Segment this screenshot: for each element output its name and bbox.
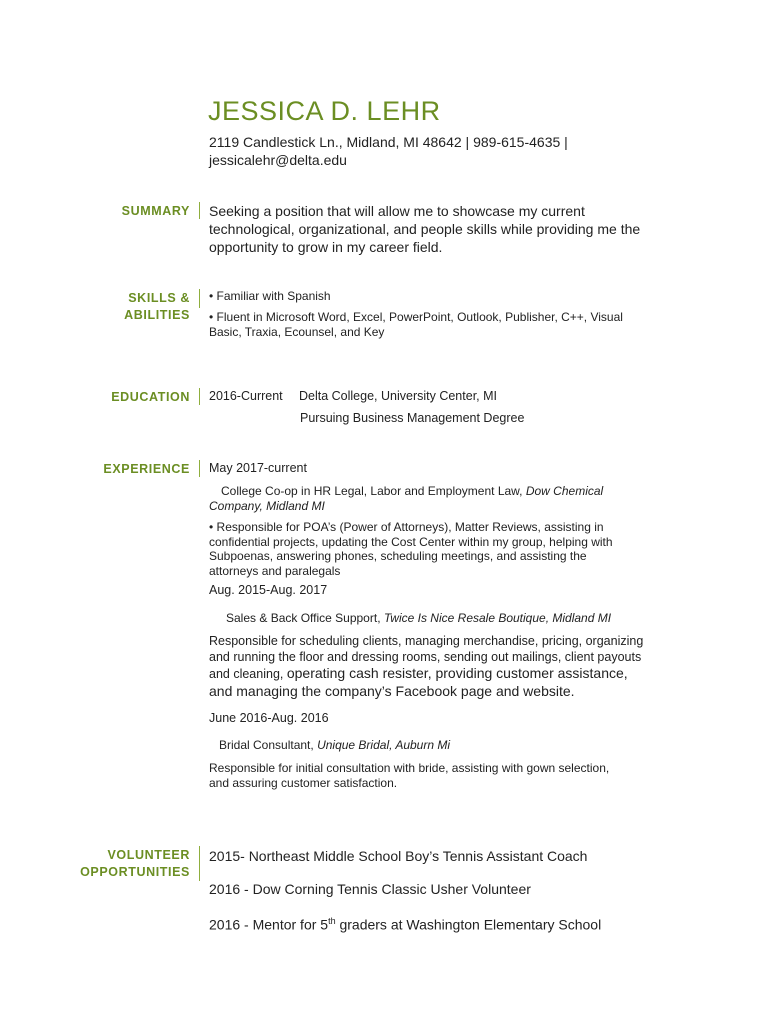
summary-divider (199, 202, 200, 219)
education-degree: Pursuing Business Management Degree (300, 411, 525, 425)
job-title-line (209, 484, 629, 513)
job-date: June 2016-Aug. 2016 (209, 711, 329, 725)
job-date: May 2017-current (209, 461, 307, 475)
job-title: College Co-op in HR Legal, Labor and Employment Law, (221, 484, 526, 498)
volunteer-label-line1: VOLUNTEER (107, 848, 190, 862)
job-desc-part1: Responsible for scheduling clients, managing merchandise, pricing, organizing and running the floor and dressing rooms, sending out mailings, client payouts and cleaning, (209, 634, 644, 681)
contact-info (209, 133, 629, 169)
job-org: Dow Chemical Company, Midland MI (209, 484, 604, 513)
volunteer-item: 2015- Northeast Middle School Boy’s Tennis Assistant Coach (209, 848, 588, 864)
summary-label: SUMMARY (121, 204, 190, 218)
job-description: Responsible for initial consultation with bride, assisting with gown selection, and assuring customer satisfaction. (209, 761, 610, 790)
volunteer-item (209, 912, 601, 934)
job-date: Aug. 2015-Aug. 2017 (209, 583, 328, 597)
email: jessicalehr@delta.edu (209, 152, 347, 168)
summary-text: Seeking a position that will allow me to showcase my current technological, organizational, and people skills while providing me the opportunity to grow in my career field. (209, 203, 641, 255)
volunteer-label-line2: OPPORTUNITIES (80, 865, 190, 879)
experience-label: EXPERIENCE (103, 462, 190, 476)
volunteer-item-pre: 2016 - Mentor for 5 (209, 916, 329, 933)
education-date: 2016-Current (209, 389, 283, 403)
job-description (209, 634, 654, 700)
education-label: EDUCATION (111, 390, 190, 404)
skills-label-line2: ABILITIES (124, 308, 190, 322)
volunteer-divider (199, 846, 200, 881)
job-org: Unique Bridal, Auburn Mi (317, 738, 451, 752)
job-title-line (226, 611, 611, 626)
job-org: Twice Is Nice Resale Boutique, Midland MI (383, 611, 612, 625)
job-title: Sales & Back Office Support, (226, 611, 384, 625)
job-desc-part2: operating cash resister, providing customer assistance, and managing the company’s Facebook page and website. (209, 665, 628, 699)
resume-name: JESSICA D. LEHR (208, 96, 441, 126)
address-line: 2119 Candlestick Ln., Midland, MI 48642 | 989-615-4635 | (209, 134, 568, 150)
education-divider (199, 388, 200, 405)
skills-label-line1: SKILLS & (128, 291, 190, 305)
job-title: Bridal Consultant, (219, 738, 318, 752)
volunteer-item-post: graders at Washington Elementary School (335, 916, 602, 933)
job-description: • Responsible for POA’s (Power of Attorneys), Matter Reviews, assisting in confidential projects, updating the Cost Center within my group, helping with Subpoenas, answering phones, scheduling meetings, and assisting the attorneys and paralegals (209, 520, 613, 578)
skills-divider (199, 289, 200, 308)
experience-divider (199, 460, 200, 477)
skills-label (124, 290, 190, 324)
education-school: Delta College, University Center, MI (299, 389, 497, 403)
volunteer-label (80, 847, 190, 881)
skill-item: • Fluent in Microsoft Word, Excel, PowerPoint, Outlook, Publisher, C++, Visual Basic, Traxia, Ecounsel, and Key (209, 310, 623, 339)
volunteer-item: 2016 - Dow Corning Tennis Classic Usher Volunteer (209, 881, 531, 897)
skill-item: • Familiar with Spanish (209, 289, 331, 303)
job-title-line (219, 738, 450, 753)
volunteer-item-sup: th (328, 916, 336, 926)
